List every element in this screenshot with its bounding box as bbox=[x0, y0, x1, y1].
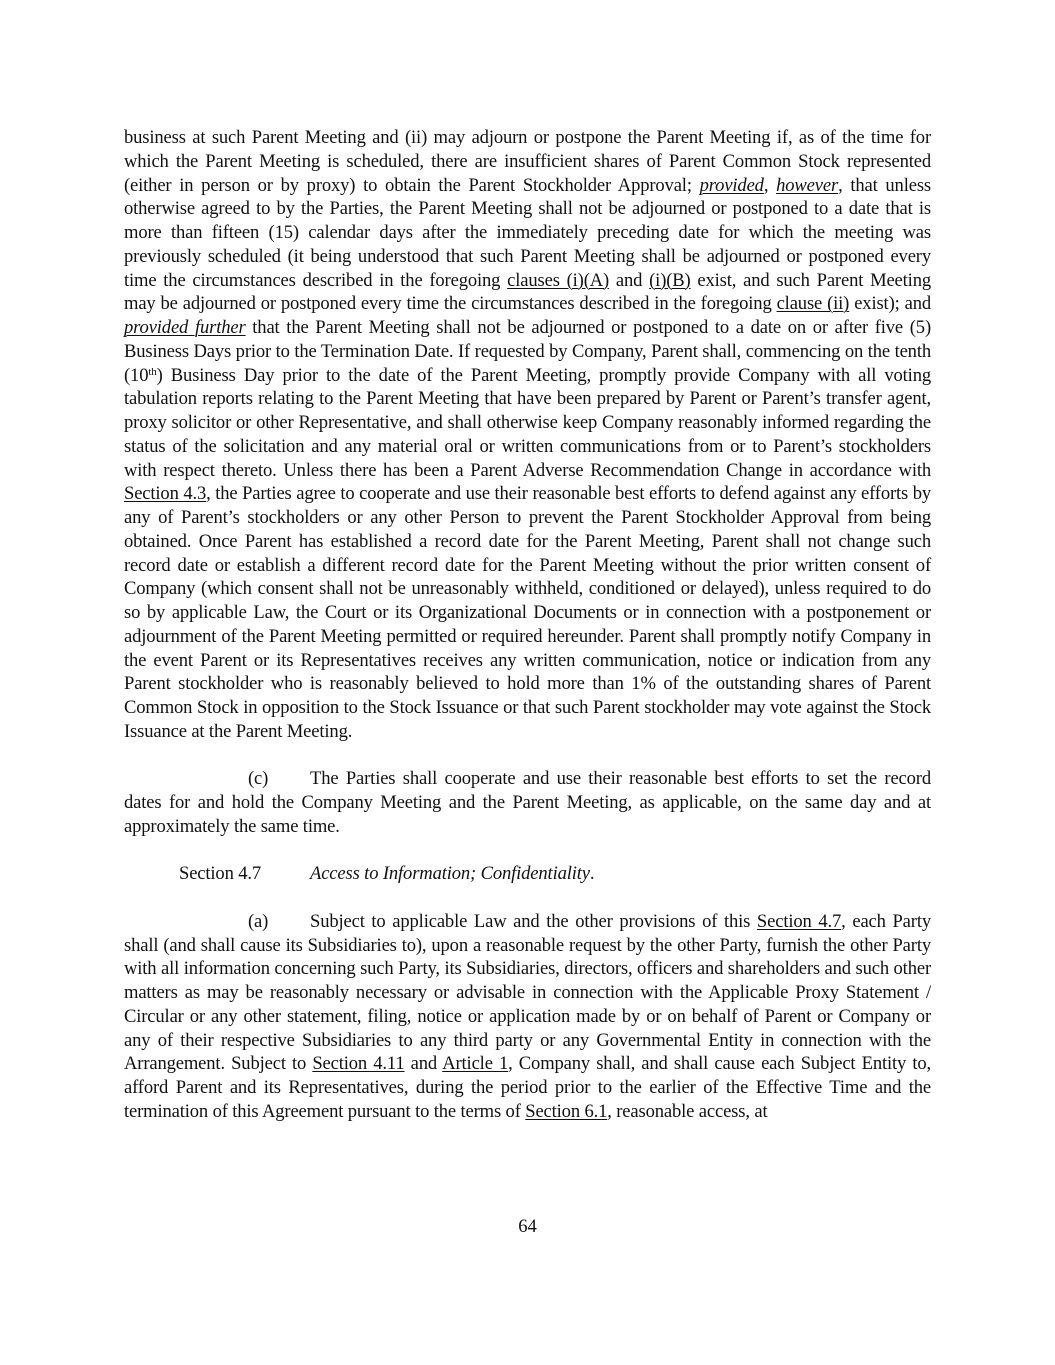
defined-term-however: however bbox=[776, 174, 839, 196]
paragraph-c: (c) The Parties shall cooperate and use their reasonable best efforts to set the record dates for and hold the Company Meeting and the Parent Meeting, as applicable, on the same day and at approximately the same time. bbox=[124, 768, 931, 837]
paragraph-marker-c: (c) bbox=[248, 768, 269, 790]
paragraph-parent-meeting-continuation: business at such Parent Meeting and (ii) may adjourn or postpone the Parent Meeting if, as of the time for which the Parent Meeting is scheduled, there are insufficient shares of Parent Common Stock represented (either in person or by proxy) to obtain the Parent Stockholder Approval; provided, however, that unless otherwise agreed to by the Parties, the Parent Meeting shall not be adjourned or postponed to a date that is more than fifteen (15) calendar days after the immediately preceding date for which the meeting was previously scheduled (it being understood that such Parent Meeting shall be adjourned or postponed every time the circumstances described in the foregoing clauses (i)(A) and (i)(B) exist, and such Parent Meeting may be adjourned or postponed every time the circumstances described in the foregoing clause (ii) exist); and provided further that the Parent Meeting shall not be adjourned or postponed to a date on or after five (5) Business Days prior to the Termination Date. If requested by Company, Parent shall, commencing on the tenth (10th) Business Day prior to the date of the Parent Meeting, promptly provide Company with all voting tabulation reports relating to the Parent Meeting that have been prepared by Parent or Parent’s transfer agent, proxy solicitor or other Representative, and shall otherwise keep Company reasonably informed regarding the status of the solicitation and any material oral or written communications from or to Parent’s stockholders with respect thereto. Unless there has been a Parent Adverse Recommendation Change in accordance with Section 4.3, the Parties agree to cooperate and use their reasonable best efforts to defend against any efforts by any of Parent’s stockholders or any other Person to prevent the Parent Stockholder Approval from being obtained. Once Parent has established a record date for the Parent Meeting, Parent shall not change such record date or establish a different record date for the Parent Meeting without the prior written consent of Company (which consent shall not be unreasonably withheld, conditioned or delayed), unless required to do so by applicable Law, the Court or its Organizational Documents or in connection with a postponement or adjournment of the Parent Meeting permitted or required hereunder. Parent shall promptly notify Company in the event Parent or its Representatives receives any written communication, notice or indication from any Parent stockholder who is reasonably believed to hold more than 1% of the outstanding shares of Parent Common Stock in opposition to the Stock Issuance or that such Parent stockholder may vote against the Stock Issuance at the Parent Meeting. bbox=[124, 127, 931, 742]
superscript-th: th bbox=[148, 365, 157, 378]
cross-reference-iB[interactable]: (i)(B) bbox=[649, 269, 691, 291]
section-heading-4-7: Section 4.7 Access to Information; Confidentiality. bbox=[179, 863, 595, 885]
paragraph-spacer bbox=[124, 886, 931, 910]
document-page bbox=[124, 126, 931, 1124]
paragraph-spacer bbox=[124, 839, 931, 863]
cross-reference-clauses-iA[interactable]: clauses (i)(A) bbox=[507, 269, 610, 291]
cross-reference-clause-ii[interactable]: clause (ii) bbox=[776, 293, 850, 315]
cross-reference-article-1[interactable]: Article 1 bbox=[442, 1053, 509, 1075]
paragraph-a: (a) Subject to applicable Law and the other provisions of this Section 4.7, each Party shall (and shall cause its Subsidiaries to), upon a reasonable request by the other Party, furnish the other Party with all information concerning such Party, its Subsidiaries, directors, officers and shareholders and such other matters as may be reasonably necessary or advisable in connection with the Applicable Proxy Statement / Circular or any other statement, filing, notice or application made by or on behalf of Parent or Company or any of their respective Subsidiaries to any third party or any Governmental Entity in connection with the Arrangement. Subject to Section 4.11 and Article 1, Company shall, and shall cause each Subject Entity to, afford Parent and its Representatives, during the period prior to the earlier of the Effective Time and the termination of this Agreement pursuant to the terms of Section 6.1, reasonable access, at bbox=[124, 910, 931, 1122]
cross-reference-section-6-1[interactable]: Section 6.1 bbox=[525, 1100, 608, 1122]
cross-reference-section-4-11[interactable]: Section 4.11 bbox=[312, 1053, 405, 1075]
page-number: 64 bbox=[518, 1216, 537, 1237]
section-title: Access to Information; Confidentiality bbox=[310, 863, 590, 885]
defined-term-provided-further: provided further bbox=[124, 317, 246, 338]
paragraph-spacer bbox=[124, 744, 931, 768]
defined-term-provided: provided bbox=[699, 174, 764, 196]
paragraph-marker-a: (a) bbox=[248, 910, 269, 932]
cross-reference-section-4-3[interactable]: Section 4.3 bbox=[124, 483, 207, 505]
cross-reference-section-4-7[interactable]: Section 4.7 bbox=[756, 910, 842, 932]
section-number: Section 4.7 bbox=[179, 863, 262, 885]
